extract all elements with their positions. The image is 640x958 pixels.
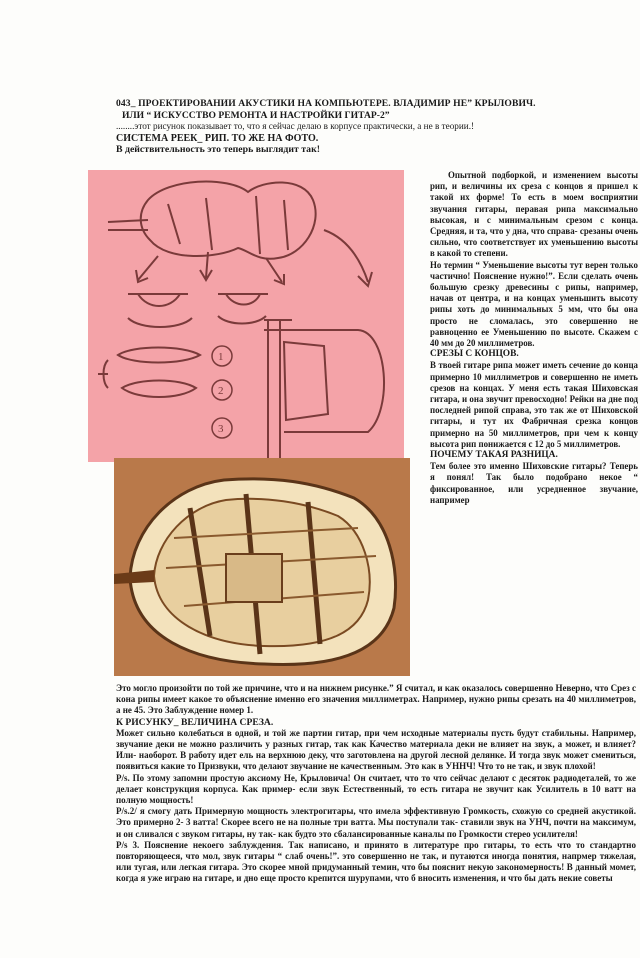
section-heading-system: СИСТЕМА РЕЕК_ РИП. ТО ЖЕ НА ФОТО. [116,132,319,144]
section-heading: К РИСУНКУ_ ВЕЛИЧИНА СРЕЗА. [116,716,274,728]
title-line: 043_ ПРОЕКТИРОВАНИИ АКУСТИКИ НА КОМПЬЮТЕРЕ. ВЛАДИМИР НЕ” КРЫЛОВИЧ. [116,98,536,109]
right-text-column [430,170,638,506]
sketch-drawing [88,170,404,462]
section-heading: СРЕЗЫ С КОНЦОВ. [430,349,519,360]
guitar-bracing-sketch [88,170,404,462]
subtitle-line: ИЛИ “ ИСКУССТВО РЕМОНТА И НАСТРОЙКИ ГИТАР-2” [122,109,390,121]
paragraph: P/s 3. Пояснение некоего заблуждения. Так написано, и принято в литературе про гитары, то есть что то стандартно повторяющееся, что мол, звук гитары “ слаб очень!”. это совершенно не так, и путаются иногда понятия, напрмер тяжелая, или тугая, или легкая гитара. Это скорее мной придуманный темин, что бы пояснит некую закономерность! В данный момет, когда я уже играю на гитаре, и дно еще просто крепится шурупами, что б вносить изменения, и что бы дать некие советы [116,839,636,884]
paragraph: Может сильно колебаться в одной, и той же партии гитар, при чем исходные материалы пусть будут стабильны. Например, звучание деки не можно различить у разных гитар, так как Качество материала деки не влияет на звук, а может, и влияет? Или- наоборот. В работу идет ель на верхнюю деку, что заготовлена на другой лесной делянке. И тогда звук может смениться, появиться какие то Призвуки, что делают звучание не качественным. Это как в УННЧ! Что то не так, и звук плохой! [116,727,636,772]
bottom-text-block [116,683,636,885]
paragraph: Но термин “ Уменьшение высоты тут верен только частично! Пояснение нужно!”. Если сделать очень большую срезку древесины с рипы, например, начав от центра, и на концах уменьшить высоту рипы хоть до минимальных 5 мм, что бы она просто не сломалась, это совершенно не равноценно ее Уменьшению по высоте. Скажем с 40 мм до 20 миллиметров. [430,259,638,349]
paragraph: P/s. По этому запомни простую аксиому Не, Крыловича! Он считает, что то что сейчас делают с десяток радиодеталей, то же делает конструкция корпуса. Как пример- если звук Естественный, то есть гитара не звучит как Усилитель в 10 ватт на полную мощность! [116,772,636,806]
section-heading: ПОЧЕМУ ТАКАЯ РАЗНИЦА. [430,450,558,461]
paragraph: Тем более это именно Шиховские гитары? Теперь я понял! Так было подобрано некое “ фиксированное, или усредненное звучание, например [430,461,638,505]
sketch-label-2: 2 [218,385,224,397]
sketch-label-1: 1 [218,351,224,363]
paragraph: Опытной подборкой, и изменением высоты рип, и величины их среза с концов я пришел к такой их форме! То есть в моем восприятии звучания гитары, перавая рипа максимально высокая, и с минимальным срезом с конца. Средняя, и та, что у дна, что справа- срезаны очень сильно, что соответствует их уменьшению высоты в какой то степени. [430,170,638,259]
document-header [116,98,636,156]
intro-note: ........этот рисунок показывает то, что я сейчас делаю в корпусе практически, а не в теории.! [116,121,475,132]
paragraph: Это могло произойти по той же причине, что и на нижнем рисунке.” Я считал, и как оказалось совершенно Неверно, что Срез с кона рипы имеет какое то объяснение именно его значения миллиметрах. Например, нужно рипы срезать на 40 миллиметров, а не 45. Это Заблуждение номер 1. [116,683,636,716]
guitar-interior-photo [114,458,410,676]
sketch-label-3: 3 [218,423,224,435]
photo-rendering [114,458,410,676]
paragraph: P/s.2/ я смогу дать Примерную мощность электрогитары, что имела эффективную Громкость, схожую со средней акустикой. Это примерно 2- 3 ватта! Скорее всего не на полные три ватта. Мы поступали так- ставили звук на УНЧ, почти на максимум, и он сливался с звуком гитары, ну так- как будто это сбалансированные каналы по Громкости стерео усилителя! [116,806,636,839]
section-subheading: В действительность это теперь выглядит так! [116,144,320,156]
paragraph: В твоей гитаре рипа может иметь сечение до конца примерно 10 миллиметров и совершенно не иметь срезов на концах. У меня есть такая Шиховская гитара, и она звучит превосходно! Рейки на дне под последней рипой справа, это так же от Шиховской гитары, и тут их Фабричная срезка концов примерно на 50 миллиметров, при чем к концу высота рип понижается с 12 до 5 миллиметров. [430,360,638,449]
